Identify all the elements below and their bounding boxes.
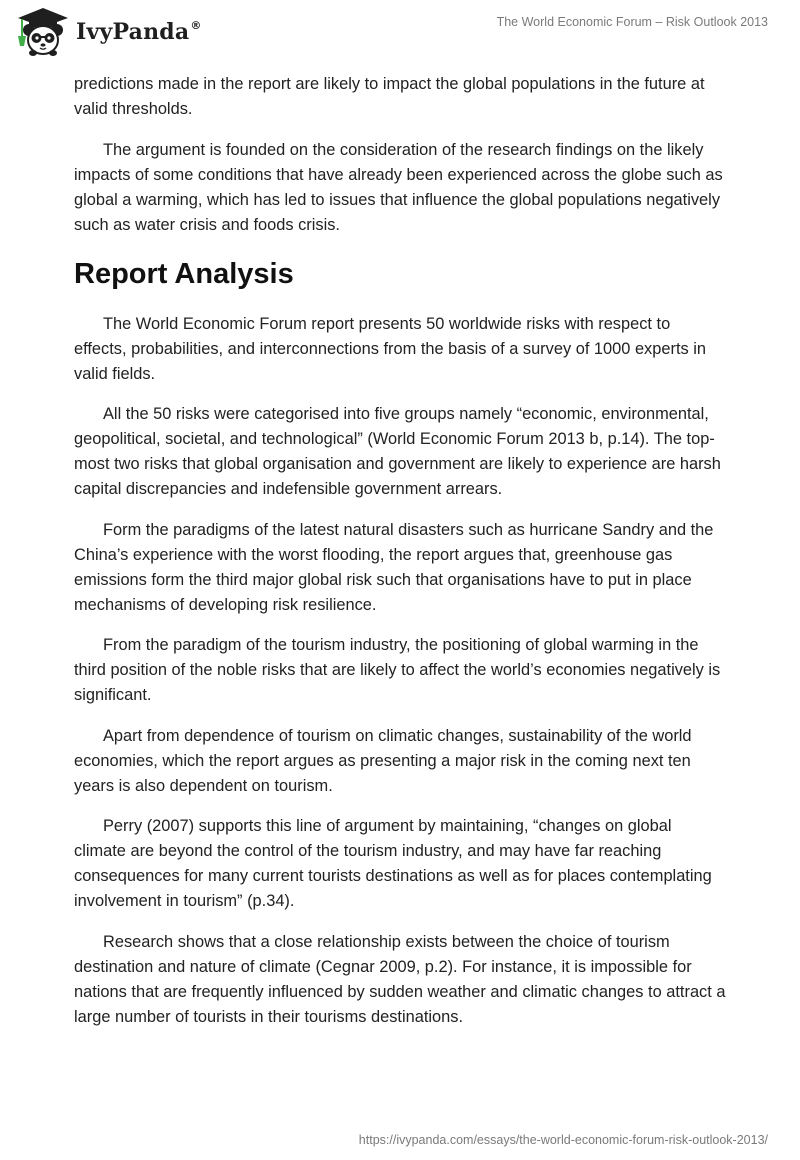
section-heading: Report Analysis — [74, 257, 294, 290]
document-title: The World Economic Forum – Risk Outlook 2013 — [496, 15, 768, 29]
paragraph: Research shows that a close relationship exists between the choice of tourism destination and nature of climate (Cegnar 2009, p.2). For instance, it is impossible for nations that are frequently influenced by sudden weather and climatic changes to attract a large number of tourists in their tourisms destinations. — [74, 932, 726, 1026]
paragraph: From the paradigm of the tourism industry, the positioning of global warming in the third position of the noble risks that are likely to affect the world’s economies negatively is significant. — [74, 636, 721, 704]
paragraph: The argument is founded on the consideration of the research findings on the likely impacts of some conditions that have already been experienced across the globe such as global a warming, which has led to issues that influence the global populations negatively such as water crisis and foods crisis. — [74, 140, 723, 234]
paragraph: The World Economic Forum report presents 50 worldwide risks with respect to effects, probabilities, and interconnections from the basis of a survey of 1000 experts in valid fields. — [74, 314, 706, 383]
page-header — [0, 0, 800, 68]
registered-mark: ® — [190, 19, 202, 32]
paragraph: Apart from dependence of tourism on climatic changes, sustainability of the world economies, which the report argues as presenting a major risk in the coming next ten years is also dependent on tourism. — [74, 726, 692, 795]
source-url[interactable]: https://ivypanda.com/essays/the-world-economic-forum-risk-outlook-2013/ — [358, 1133, 768, 1147]
ivypanda-logo[interactable] — [14, 6, 202, 58]
panda-graduate-icon — [14, 6, 72, 58]
paragraph: Perry (2007) supports this line of argument by maintaining, “changes on global climate are beyond the control of the tourism industry, and may have far reaching consequences for many current tourists destinations as well as for places contemplating involvement in tourism” (p.34). — [74, 817, 712, 910]
essay-body — [74, 72, 726, 1045]
logo-wordmark: IvyPanda® — [76, 19, 202, 45]
paragraph: Form the paradigms of the latest natural disasters such as hurricane Sandry and the China’s experience with the worst flooding, the report argues that, greenhouse gas emissions form the third major global risk such that organisations have to put in place mechanisms of developing risk resilience. — [74, 520, 714, 614]
paragraph-continuation: predictions made in the report are likely to impact the global populations in the future at valid thresholds. — [74, 75, 705, 118]
paragraph: All the 50 risks were categorised into five groups namely “economic, environmental, geopolitical, societal, and technological” (World Economic Forum 2013 b, p.14). The top-most two risks that global organisation and government are likely to experience are harsh capital discrepancies and indefensible government arrears. — [74, 405, 721, 498]
